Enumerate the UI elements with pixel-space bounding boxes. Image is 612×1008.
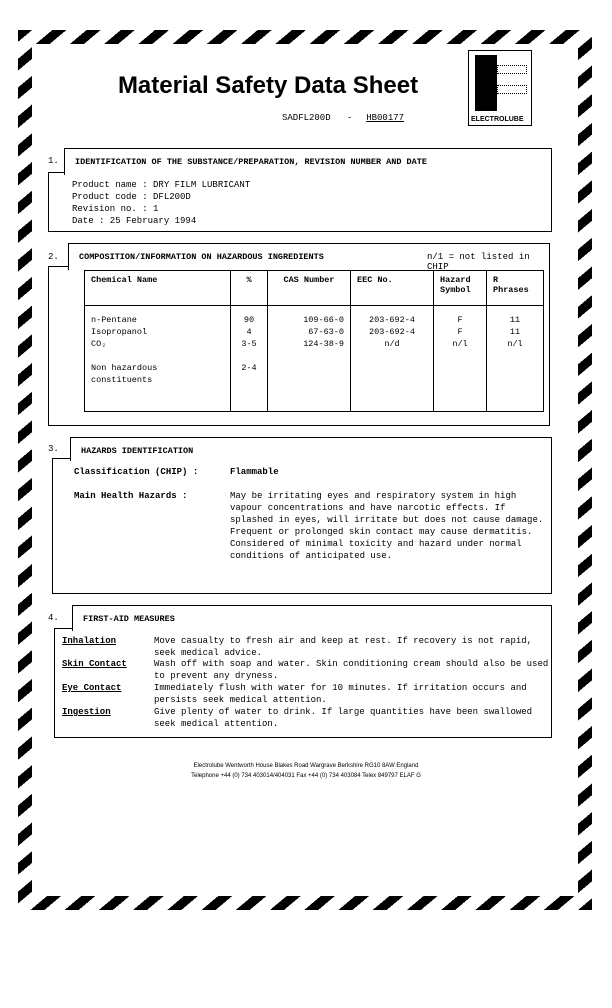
reference-line <box>282 113 404 123</box>
col-chemical-name: Chemical Name <box>85 271 231 306</box>
document-title: Material Safety Data Sheet <box>117 72 419 99</box>
col-hazard-symbol: Hazard Symbol <box>434 271 487 306</box>
col-percent: % <box>231 271 268 306</box>
section-4-heading: FIRST-AID MEASURES <box>83 614 175 624</box>
col-cas: CAS Number <box>268 271 351 306</box>
chip-note: n/1 = not listed in CHIP <box>427 252 530 272</box>
health-hazards-label: Main Health Hazards : <box>74 491 188 501</box>
health-hazards-text: May be irritating eyes and respiratory system in high vapour concentrations and have narcotic effects. If splashed in eyes, will irritate but does not cause damage. Frequent or prolonged skin contact may cause dermatitis. Considered of minimal toxicity and hazard under normal conditions of anticipated use. <box>230 491 544 561</box>
section-2-number: 2. <box>48 252 59 262</box>
electrolube-logo <box>468 50 532 126</box>
section-1-header <box>64 148 552 175</box>
product-code: Product code : DFL200D <box>72 192 191 202</box>
revision-no: Revision no. : 1 <box>72 204 159 214</box>
col-r-phrases: R Phrases <box>487 271 544 306</box>
table-row: n-Pentane Isopropanol CO₂ Non hazardous constituents 90 4 3-5 2-4 109-66-0 67-63-0 124-38-9 203-692-4 203-692-4 n/d F F n/l 11 11 n/l <box>85 306 544 412</box>
section-2-heading: COMPOSITION/INFORMATION ON HAZARDOUS INGREDIENTS <box>79 252 324 262</box>
section-1-heading: IDENTIFICATION OF THE SUBSTANCE/PREPARATION, REVISION NUMBER AND DATE <box>75 157 427 167</box>
classification-label: Classification (CHIP) : <box>74 467 199 477</box>
footer-address: Electrolube Wentworth House Blakes Road Wargrave Berkshire RG10 8AW England <box>193 763 419 769</box>
section-1-number: 1. <box>48 156 59 166</box>
logo-text: ELECTROLUBE <box>471 116 524 123</box>
date: Date : 25 February 1994 <box>72 216 197 226</box>
section-2-header <box>68 243 550 270</box>
ingredients-table <box>84 270 544 412</box>
doc-number: HB00177 <box>366 113 405 123</box>
msds-page: Material Safety Data Sheet SADFL200D - HB00177 ELECTROLUBE IDENTIFICATION OF THE SUBSTANCE/PREPARATION, REVISION NUMBER AND DATE 1. Product name : DRY FILM LUBRICANT Product code : DFL200D Revision no. : 1 Date : 25 February 1994 COMPOSITION/INFORMATION ON HAZARDOUS INGREDIENTS n/1 = not listed in CHIP 2. Chemical Name % CAS Number EEC No. Hazard Symbol R Phrases n-Pentane Isopropanol CO₂ Non hazardous constituents 90 4 3-5 2-4 109-66-0 67-63-0 124-38-9 203-692-4 203-692-4 n/d F F n/l 11 11 n/l HAZARDS IDENTIFICATION 3. Classification (CHIP) : Flammable Main Health Hazards : May be irritating eyes and respiratory system in high vapour concentrations and have narcotic effects. If splashed in eyes, will irritate but does not cause damage. Frequent or prolonged skin contact may cause dermatitis. Considered of minimal toxicity and hazard under normal conditions of anticipated use. FIRST-AID MEASURES 4. Inhalation Move casualty to fresh air and keep at rest. If recovery is not rapid, seek medical advice. Skin Contact Wash off with soap and water. Skin conditioning cream should also be used to prevent any dryness. Eye Contact Immediately flush with water for 10 minutes. If irritation occurs and persists seek medical attention. Ingestion Give plenty of water to drink. If large quantities have been swallowed seek medical attention. Electrolube Wentworth House Blakes Road Wargrave Berkshire RG10 8AW England Telephone +44 (0) 734 403014/404031 Fax +44 (0) 734 403084 Telex 849797 ELAF G <box>0 0 612 1008</box>
section-3-number: 3. <box>48 444 59 454</box>
section-4-number: 4. <box>48 613 59 623</box>
classification-value: Flammable <box>230 467 279 477</box>
section-4-header <box>72 605 552 631</box>
product-ref: SADFL200D <box>282 113 331 123</box>
footer-contact: Telephone +44 (0) 734 403014/404031 Fax +44 (0) 734 403084 Telex 849797 ELAF G <box>191 773 421 779</box>
ref-separator: - <box>346 113 353 123</box>
product-name: Product name : DRY FILM LUBRICANT <box>72 180 251 190</box>
col-eec: EEC No. <box>351 271 434 306</box>
section-3-heading: HAZARDS IDENTIFICATION <box>81 446 194 456</box>
section-3-header <box>70 437 552 461</box>
table-header-row <box>85 271 544 306</box>
